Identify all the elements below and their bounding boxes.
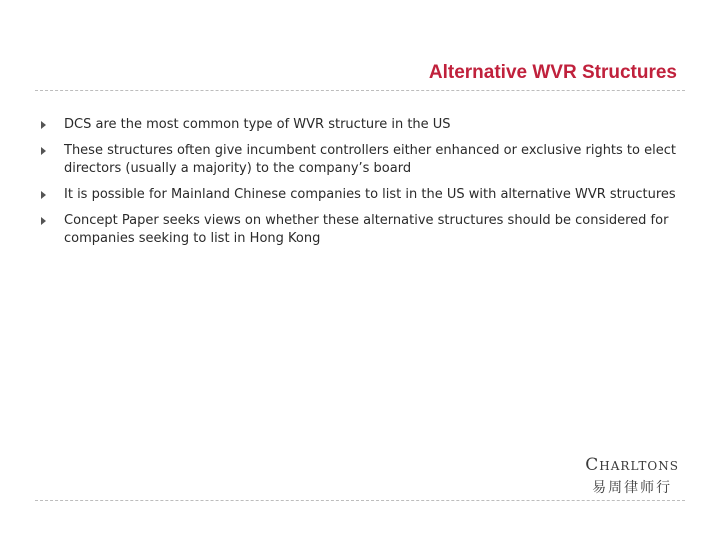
logo-name-english: Charltons	[585, 455, 679, 475]
slide-title: Alternative WVR Structures	[428, 62, 677, 83]
bullet-item	[39, 186, 687, 204]
bullet-text: DCS are the most common type of WVR structure in the US	[64, 117, 451, 132]
triangle-bullet-icon	[41, 121, 46, 129]
bullet-item	[39, 142, 687, 178]
triangle-bullet-icon	[41, 147, 46, 155]
bullet-text: It is possible for Mainland Chinese companies to list in the US with alternative WVR structures	[64, 187, 676, 202]
triangle-bullet-icon	[41, 217, 46, 225]
bullet-list	[39, 116, 687, 256]
footer-divider	[35, 500, 685, 501]
bullet-text: These structures often give incumbent controllers either enhanced or exclusive rights to elect directors (usually a majority) to the company’s board	[64, 143, 676, 176]
bullet-item	[39, 212, 687, 248]
title-divider	[35, 90, 685, 91]
triangle-bullet-icon	[41, 191, 46, 199]
charltons-logo	[585, 455, 679, 497]
logo-name-chinese: 易周律师行	[592, 480, 673, 496]
bullet-item	[39, 116, 687, 134]
bullet-text: Concept Paper seeks views on whether these alternative structures should be considered for companies seeking to list in Hong Kong	[64, 213, 669, 246]
